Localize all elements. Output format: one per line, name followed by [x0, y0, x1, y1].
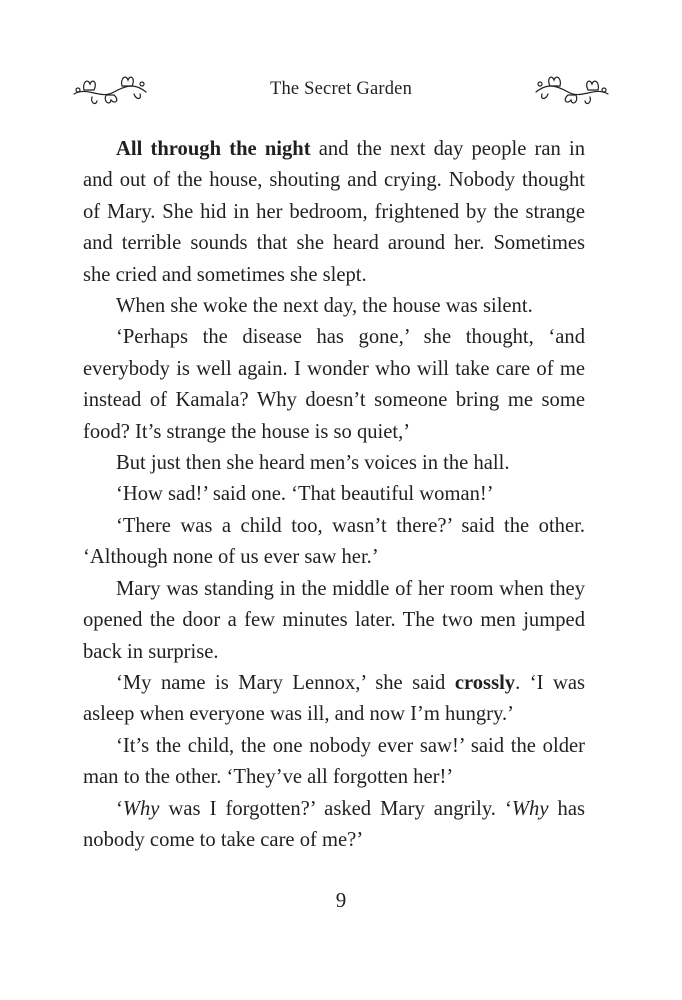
page-number: 9	[335, 888, 347, 912]
paragraph: ‘How sad!’ said one. ‘That beautiful woman!’	[116, 483, 494, 506]
paragraph-text: was I forgotten?’ asked Mary angrily. ‘	[159, 797, 512, 820]
paragraph: When she woke the next day, the house was silent.	[116, 295, 533, 318]
paragraph: ‘Perhaps the disease has gone,’ she thought, ‘and everybody is well again. I wonder who will take care of me instead of Kamala? Why doesn’t someone bring me some food? It’s strange the house is so quiet,’	[83, 326, 585, 443]
paragraph-text: . ‘I was asleep when everyone was ill, and now I’m hungry.’	[83, 671, 585, 726]
paragraph	[83, 134, 585, 291]
paragraph: ‘It’s the child, the one nobody ever saw!’ said the older man to the other. ‘They’ve all forgotten her!’	[83, 734, 585, 789]
page-header	[70, 70, 612, 114]
italic-word: Why	[511, 797, 549, 820]
paragraph-text: and the next day people ran in and out of the house, shouting and crying. Nobody thought of Mary. She hid in her bedroom, frightened by the strange and terrible sounds that she heard around her. Sometimes she cried and sometimes she slept.	[83, 138, 585, 286]
bold-word: crossly	[454, 671, 516, 694]
italic-word: Why	[122, 797, 160, 820]
body-text	[83, 134, 585, 856]
paragraph	[83, 668, 585, 731]
paragraph-text: has nobody come to take care of me?’	[83, 797, 585, 851]
paragraph: But just then she heard men’s voices in the hall.	[116, 452, 510, 475]
paragraph-text: ‘	[116, 797, 123, 820]
bold-phrase: All through the night	[116, 138, 311, 160]
paragraph: ‘There was a child too, wasn’t there?’ said the other. ‘Although none of us ever saw her.’	[83, 514, 585, 569]
floral-vine-icon	[534, 70, 612, 110]
paragraph-text: ‘My name is Mary Lennox,’ she said	[116, 671, 455, 694]
paragraph	[83, 794, 585, 857]
paragraph: Mary was standing in the middle of her room when they opened the door a few minutes later. The two men jumped back in surprise.	[83, 577, 585, 663]
running-title: The Secret Garden	[269, 79, 413, 99]
